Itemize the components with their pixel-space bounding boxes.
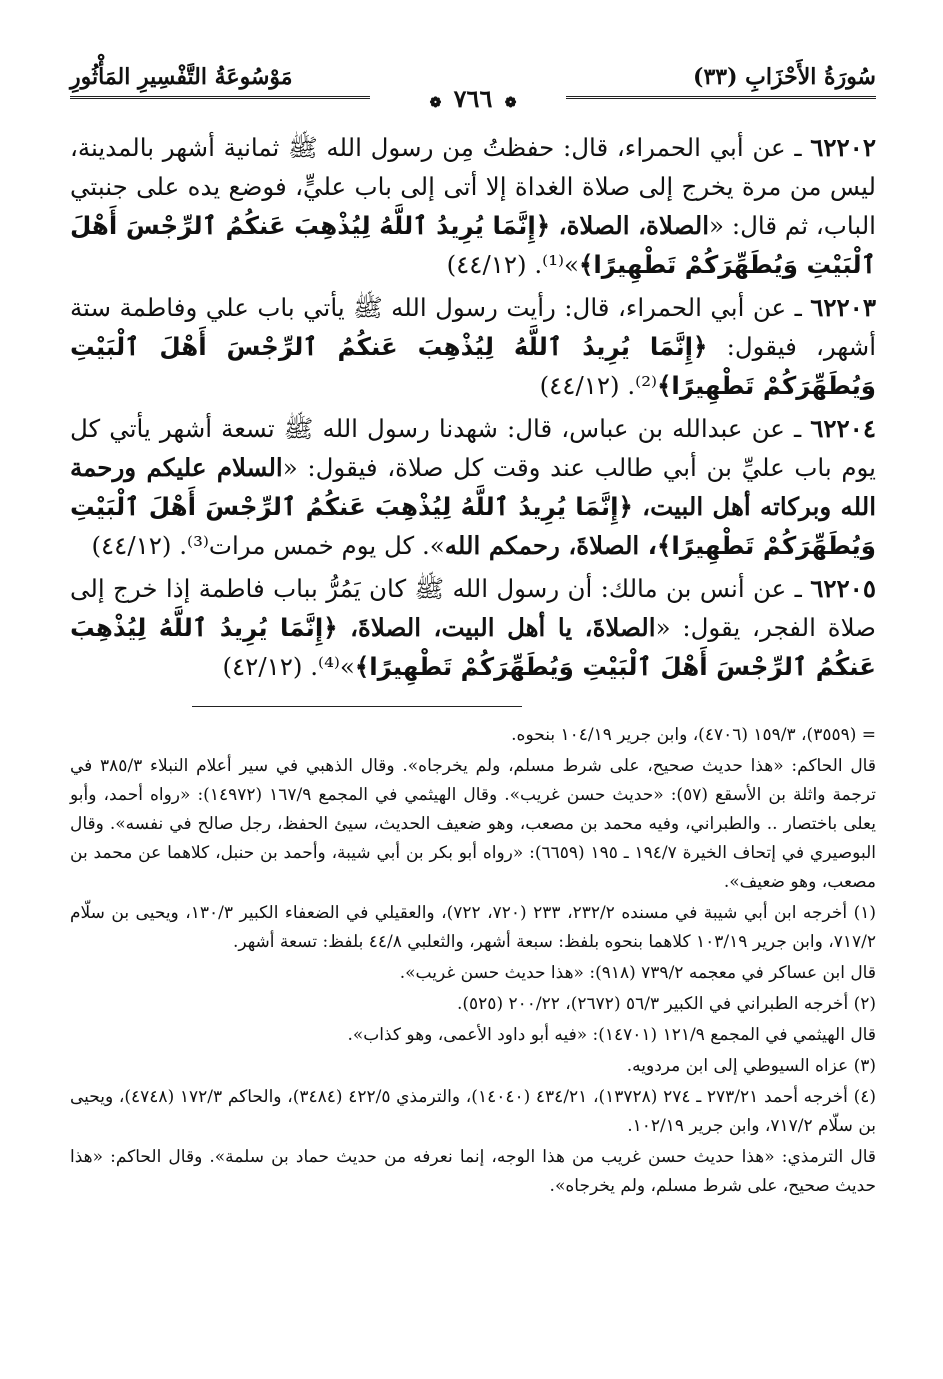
footnotes (70, 721, 876, 1201)
quran-verse: ﴿إِنَّمَا يُرِيدُ ٱللَّهُ لِيُذْهِبَ عَنكُمُ ٱلرِّجْسَ أَهْلَ ٱلْبَيْتِ وَيُطَهِّرَكُمْ تَطْهِيرًا﴾ (70, 211, 876, 279)
page-number: ٧٦٦ (453, 84, 493, 113)
hadith-text: ـ عن أبي الحمراء، قال: رأيت رسول الله ﷺ يأتي باب علي وفاطمة ستة أشهر، فيقول: (70, 293, 877, 361)
book-title: مَوْسُوعَةُ التَّفْسِيرِ المَأْثُورِ (70, 64, 293, 90)
hadith-bold-text: الصلاة، الصلاة، (558, 211, 710, 240)
book-page (70, 60, 876, 1203)
hadith-text: ـ عن أبي الحمراء، قال: حفظتُ مِن رسول الله ﷺ ثمانية أشهر بالمدينة، ليس من مرة يخرج إلى صلاة الغداة إلا أتى إلى باب عليٍّ، فوضع يده على جنبتي الباب، ثم قال: « (70, 133, 876, 240)
footnote: قال ابن عساكر في معجمه ٧٣٩/٢ (٩١٨): «هذا حديث حسن غريب». (399, 963, 876, 983)
hadith-entry (70, 128, 876, 284)
footnote: = (٣٥٥٩)، ١٥٩/٣ (٤٧٠٦)، وابن جرير ١٠٤/١٩ بنحوه. (511, 725, 876, 745)
page-header (70, 60, 876, 113)
hadith-entry (70, 288, 876, 405)
footnote: (١) أخرجه ابن أبي شيبة في مسنده ٢٣٢/٢، ٢٣٣ (٧٢٠، ٧٢٢)، والعقيلي في الضعفاء الكبير ١٣٠/٣، ويحيى بن سلّام ٧١٧/٢، وابن جرير ١٠٣/١٩ كلاهما بنحوه بلفظ: سبعة أشهر، والثعلبي ٤٤/٨ بلفظ: تسعة أشهر. (70, 903, 877, 952)
quran-verse: ﴿إِنَّمَا يُرِيدُ ٱللَّهُ لِيُذْهِبَ عَنكُمُ ٱلرِّجْسَ أَهْلَ ٱلْبَيْتِ وَيُطَهِّرَكُمْ تَطْهِيرًا﴾ (70, 332, 876, 400)
main-text (70, 128, 876, 686)
hadith-number: ٦٢٢٠٥ (810, 574, 876, 603)
footnote: (٣) عزاه السيوطي إلى ابن مردويه. (626, 1056, 876, 1076)
hadith-number: ٦٢٢٠٣ (810, 293, 876, 322)
hadith-text: ـ عن عبدالله بن عباس، قال: شهدنا رسول الله ﷺ تسعة أشهر يأتي كل يوم باب عليِّ بن أبي طالب عند وقت كل صلاة، فيقول: « (70, 414, 876, 482)
page-number-box (70, 86, 876, 115)
ornament-icon: ❁ (429, 95, 442, 111)
hadith-bold-text: الصلاةَ، يا أهل البيت، الصلاةَ، (350, 613, 656, 642)
hadith-entry (70, 409, 876, 565)
footnote: قال الترمذي: «هذا حديث حسن غريب من هذا الوجه، إنما نعرفه من حديث حماد بن سلمة». وقال الحاكم: «هذا حديث صحيح، على شرط مسلم، ولم يخرجاه». (70, 1147, 876, 1196)
quran-verse: ﴿إِنَّمَا يُرِيدُ ٱللَّهُ لِيُذْهِبَ عَنكُمُ ٱلرِّجْسَ أَهْلَ ٱلْبَيْتِ وَيُطَهِّرَكُمْ تَطْهِيرًا﴾ (70, 613, 876, 681)
footnote: (٤) أخرجه أحمد ٢٧٣/٢١ ـ ٢٧٤ (١٣٧٢٨)، ٤٣٤/٢١ (١٤٠٤٠)، والترمذي ٤٢٢/٥ (٣٤٨٤)، والحاكم ١٧٢/٣ (٤٧٤٨)، ويحيى بن سلّام ٧١٧/٢، وابن جرير ١٠٢/١٩. (70, 1087, 876, 1136)
footnote-separator (192, 706, 522, 707)
hadith-text: »⁽⁴⁾. (302, 652, 355, 681)
hadith-bold-text: الصلاةَ، رحمكم الله (444, 531, 648, 560)
hadith-text: »⁽¹⁾. (526, 250, 580, 279)
volume-reference: (٤٤/١٢) (539, 371, 620, 400)
hadith-text: ⁽²⁾. (619, 371, 658, 400)
hadith-number: ٦٢٢٠٤ (810, 414, 876, 443)
quran-verse: ﴿إِنَّمَا يُرِيدُ ٱللَّهُ لِيُذْهِبَ عَنكُمُ ٱلرِّجْسَ أَهْلَ ٱلْبَيْتِ وَيُطَهِّرَكُمْ تَطْهِيرًا﴾، (70, 492, 876, 560)
hadith-number: ٦٢٢٠٢ (810, 133, 876, 162)
hadith-entry (70, 569, 876, 686)
hadith-bold-text: السلام عليكم ورحمة الله وبركاته أهل البيت، (70, 453, 876, 521)
volume-reference: (٤٤/١٢) (446, 250, 527, 279)
surah-title: سُورَةُ الأَحْزَابِ (٣٣) (693, 64, 876, 90)
hadith-text: ». كل يوم خمس مرات⁽³⁾. (171, 531, 445, 560)
volume-reference: (٤٢/١٢) (222, 652, 303, 681)
footnote: قال الهيثمي في المجمع ١٢١/٩ (١٤٧٠١): «فيه أبو داود الأعمى، وهو كذاب». (347, 1025, 876, 1045)
footnote: (٢) أخرجه الطبراني في الكبير ٥٦/٣ (٢٦٧٢)، ٢٠٠/٢٢ (٥٢٥). (456, 994, 876, 1014)
hadith-text: ـ عن أنس بن مالك: أن رسول الله ﷺ كان يَمُرُّ بباب فاطمة إذا خرج إلى صلاة الفجر، يقول: « (70, 574, 876, 642)
volume-reference: (٤٤/١٢) (91, 531, 172, 560)
footnote: قال الحاكم: «هذا حديث صحيح، على شرط مسلم، ولم يخرجاه». وقال الذهبي في سير أعلام النبلاء ٣٨٥/٣ في ترجمة واثلة بن الأسقع (٥٧): «حديث حسن غريب». وقال الهيثمي في المجمع ١٦٧/٩ (١٤٩٧٢): «رواه أحمد، وأبو يعلى باختصار .. والطبراني، وفيه محمد بن مصعب، وهو ضعيف الحديث، سيئ الحفظ، رجل صالح في نفسه». وقال البوصيري في إتحاف الخيرة ١٩٤/٧ ـ ١٩٥ (٦٦٥٩): «رواه أبو بكر بن أبي شيبة، وأحمد بن حنبل، كلاهما عن محمد بن مصعب، وهو ضعيف». (70, 756, 877, 892)
ornament-icon: ❁ (504, 95, 517, 111)
